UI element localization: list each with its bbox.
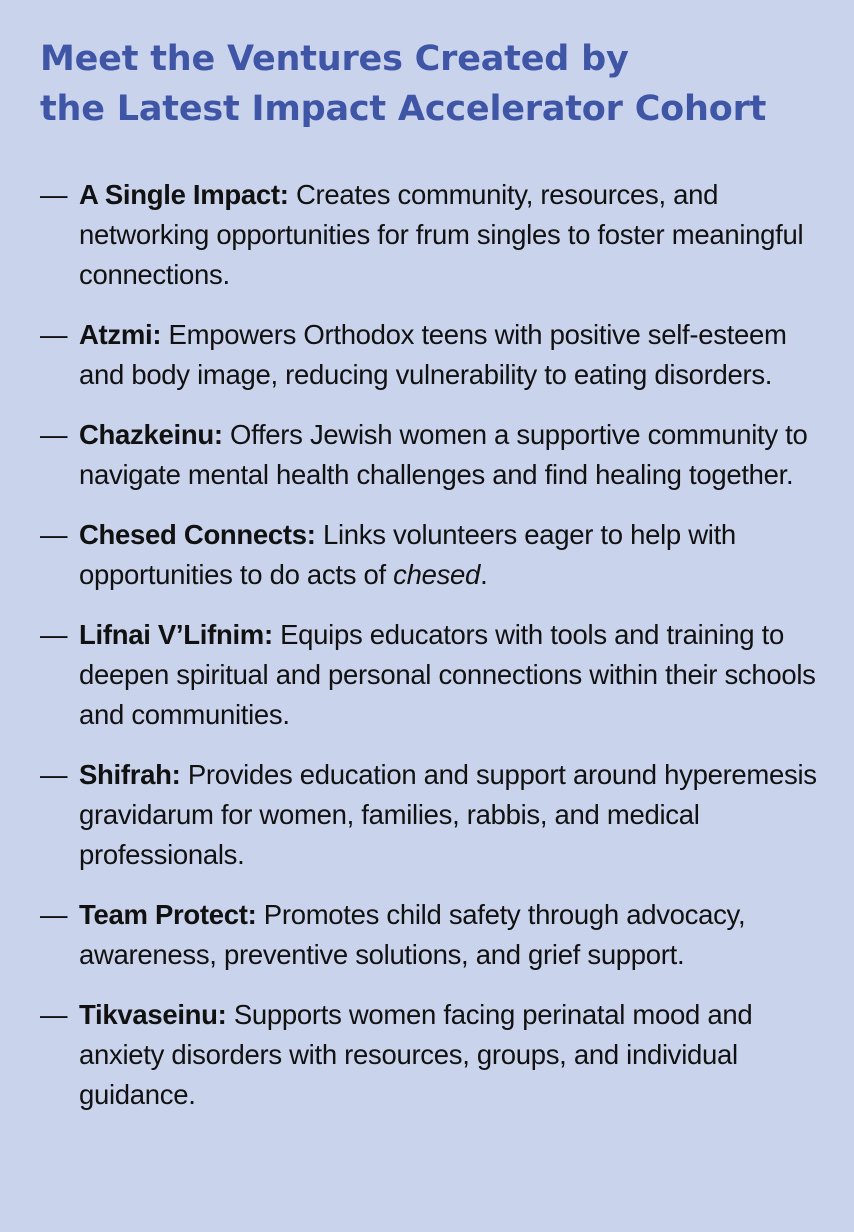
venture-description: Links volunteers eager to help with opportunities to do acts of	[79, 519, 736, 590]
dash-bullet: —	[40, 899, 68, 930]
list-item-chazkeinu	[40, 415, 824, 495]
venture-description-end: .	[480, 559, 488, 590]
venture-name: Chazkeinu:	[79, 419, 223, 450]
dash-bullet: —	[40, 619, 68, 650]
venture-description: Equips educators with tools and training to deepen spiritual and personal connections within their schools and communities.	[79, 619, 816, 730]
venture-name: Lifnai V’Lifnim:	[79, 619, 273, 650]
venture-name: Team Protect:	[79, 899, 257, 930]
venture-name: Atzmi:	[79, 319, 162, 350]
venture-description: Creates community, resources, and networking opportunities for frum singles to foster meaningful connections.	[79, 179, 804, 290]
dash-bullet: —	[40, 759, 68, 790]
list-item-team-protect	[40, 895, 824, 975]
ventures-list	[40, 175, 824, 1135]
venture-name: Chesed Connects:	[79, 519, 316, 550]
list-item-tikvaseinu	[40, 995, 824, 1115]
venture-description: Provides education and support around hyperemesis gravidarum for women, families, rabbis, and medical professionals.	[79, 759, 817, 870]
title-line-2: the Latest Impact Accelerator Cohort	[40, 89, 767, 129]
list-item-shifrah	[40, 755, 824, 875]
dash-bullet: —	[40, 419, 68, 450]
dash-bullet: —	[40, 319, 68, 350]
page-title	[40, 34, 814, 134]
list-item-atzmi	[40, 315, 824, 395]
venture-name: A Single Impact:	[79, 179, 289, 210]
venture-description: Empowers Orthodox teens with positive self-esteem and body image, reducing vulnerability to eating disorders.	[79, 319, 787, 390]
title-line-1: Meet the Ventures Created by	[40, 39, 629, 79]
list-item-lifnai-vlifnim	[40, 615, 824, 735]
venture-description: Supports women facing perinatal mood and anxiety disorders with resources, groups, and individual guidance.	[79, 999, 753, 1110]
venture-description: Promotes child safety through advocacy, awareness, preventive solutions, and grief support.	[79, 899, 746, 970]
dash-bullet: —	[40, 519, 68, 550]
venture-description-emphasis: chesed	[393, 559, 481, 590]
dash-bullet: —	[40, 179, 68, 210]
list-item-a-single-impact	[40, 175, 824, 295]
dash-bullet: —	[40, 999, 68, 1030]
venture-description: Offers Jewish women a supportive community to navigate mental health challenges and find healing together.	[79, 419, 808, 490]
list-item-chesed-connects	[40, 515, 824, 595]
venture-name: Tikvaseinu:	[79, 999, 227, 1030]
venture-name: Shifrah:	[79, 759, 181, 790]
